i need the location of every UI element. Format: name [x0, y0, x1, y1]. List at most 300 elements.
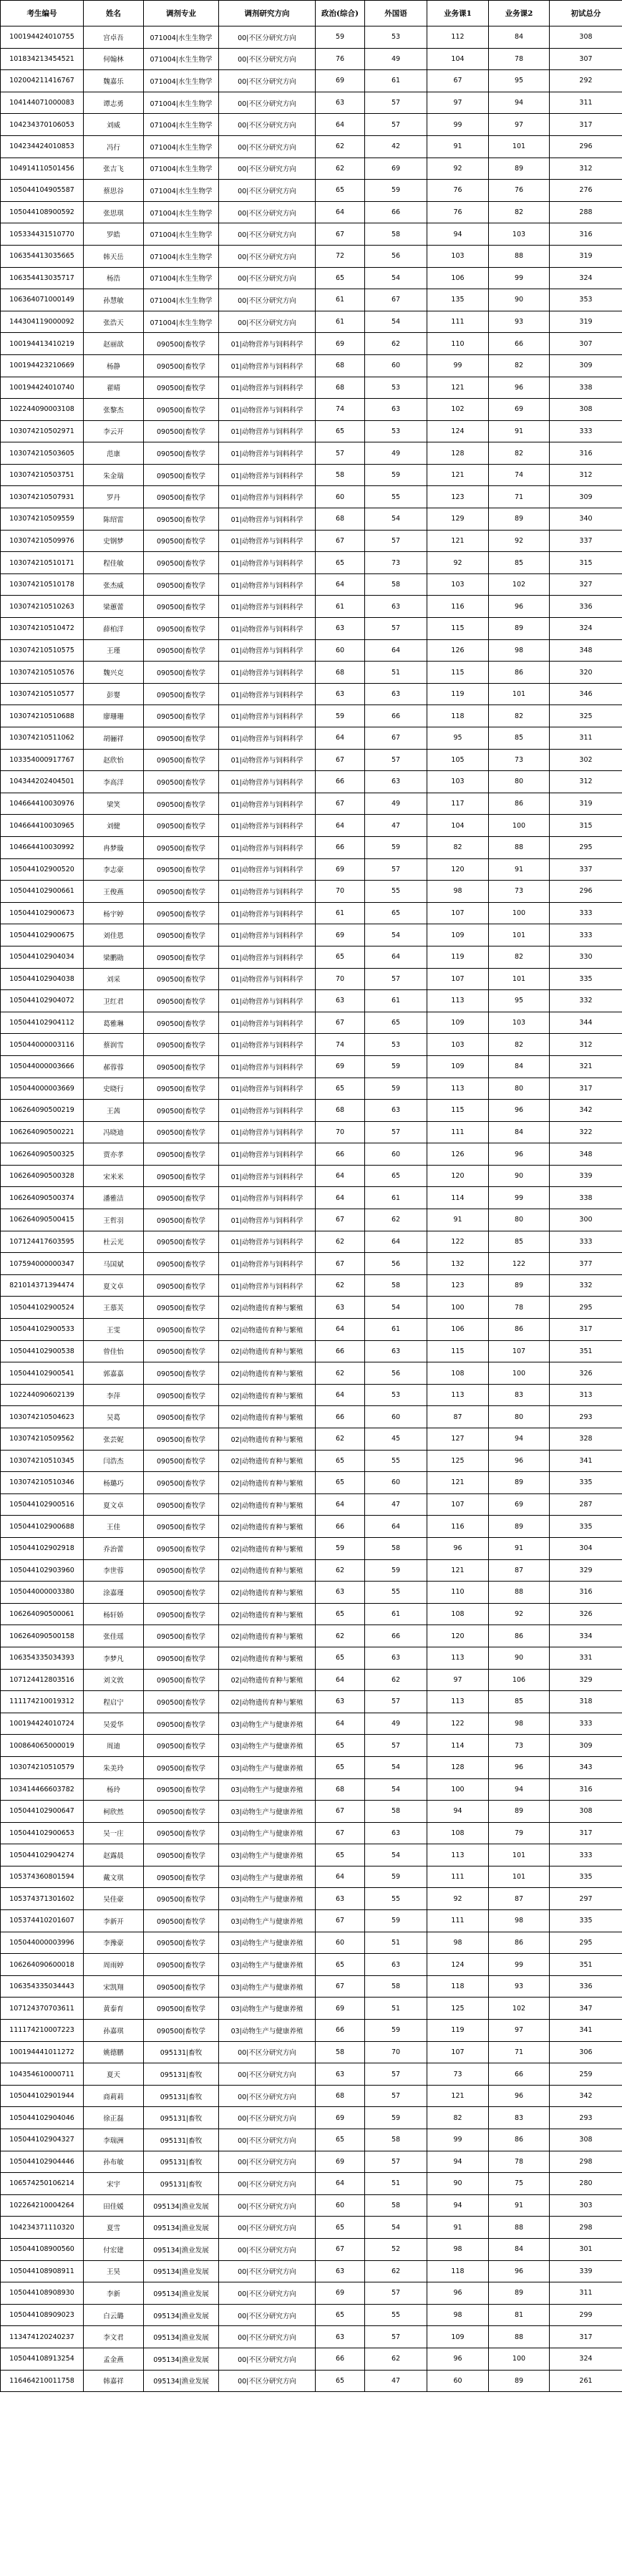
- cell-direction: 01|动物营养与饲料科学: [219, 881, 316, 903]
- cell-politics: 65: [316, 946, 365, 968]
- cell-major: 095134|渔业发展: [144, 2304, 219, 2326]
- cell-politics: 65: [316, 420, 365, 442]
- cell-course-2: 92: [489, 1603, 550, 1625]
- cell-course-1: 128: [427, 1756, 489, 1778]
- cell-exam-id: 105374410201607: [1, 1910, 84, 1932]
- cell-course-2: 86: [489, 1932, 550, 1954]
- cell-course-1: 96: [427, 2348, 489, 2370]
- cell-course-1: 119: [427, 946, 489, 968]
- cell-major: 090500|畜牧学: [144, 596, 219, 618]
- cell-direction: 01|动物营养与饲料科学: [219, 377, 316, 399]
- cell-direction: 00|不区分研究方向: [219, 2370, 316, 2392]
- table-row: [1, 1735, 622, 1757]
- cell-exam-id: 105044102900661: [1, 881, 84, 903]
- cell-course-1: 104: [427, 815, 489, 837]
- cell-politics: 69: [316, 70, 365, 92]
- cell-course-1: 115: [427, 1100, 489, 1122]
- cell-politics: 74: [316, 1034, 365, 1056]
- table-row: [1, 2107, 622, 2129]
- table-row: [1, 902, 622, 924]
- cell-politics: 61: [316, 311, 365, 333]
- table-row: [1, 2370, 622, 2392]
- cell-direction: 03|动物生产与健康养殖: [219, 1713, 316, 1735]
- cell-foreign-language: 53: [365, 1034, 427, 1056]
- cell-exam-id: 100194423210669: [1, 354, 84, 377]
- cell-direction: 01|动物营养与饲料科学: [219, 1078, 316, 1100]
- cell-foreign-language: 63: [365, 1647, 427, 1669]
- cell-politics: 76: [316, 48, 365, 70]
- table-row: [1, 573, 622, 596]
- cell-exam-id: 105044102900538: [1, 1340, 84, 1362]
- cell-name: 李志豪: [84, 858, 144, 881]
- cell-foreign-language: 51: [365, 662, 427, 684]
- cell-politics: 63: [316, 618, 365, 640]
- cell-total-score: 326: [550, 1603, 622, 1625]
- cell-exam-id: 103074210504623: [1, 1406, 84, 1428]
- cell-course-2: 82: [489, 201, 550, 223]
- cell-exam-id: 100194424010740: [1, 377, 84, 399]
- cell-exam-id: 103074210509559: [1, 508, 84, 531]
- cell-politics: 67: [316, 793, 365, 815]
- cell-course-2: 82: [489, 946, 550, 968]
- cell-exam-id: 105044102902918: [1, 1537, 84, 1559]
- cell-major: 090500|畜牧学: [144, 815, 219, 837]
- cell-exam-id: 105044108908930: [1, 2282, 84, 2305]
- cell-course-2: 66: [489, 333, 550, 355]
- cell-name: 史钢梦: [84, 530, 144, 552]
- cell-course-2: 73: [489, 749, 550, 771]
- table-row: [1, 705, 622, 727]
- cell-course-1: 121: [427, 377, 489, 399]
- cell-total-score: 308: [550, 26, 622, 49]
- table-row: [1, 442, 622, 465]
- table-row: [1, 1231, 622, 1253]
- cell-total-score: 312: [550, 158, 622, 180]
- cell-total-score: 308: [550, 2129, 622, 2151]
- cell-politics: 69: [316, 2151, 365, 2173]
- cell-name: 田佳媛: [84, 2194, 144, 2217]
- cell-course-1: 118: [427, 2260, 489, 2282]
- cell-name: 程佳敏: [84, 552, 144, 574]
- cell-major: 090500|畜牧学: [144, 1537, 219, 1559]
- cell-course-2: 82: [489, 442, 550, 465]
- cell-exam-id: 105044102904327: [1, 2129, 84, 2151]
- cell-total-score: 344: [550, 1012, 622, 1034]
- cell-politics: 60: [316, 639, 365, 662]
- table-row: [1, 1954, 622, 1976]
- cell-name: 商莉莉: [84, 2085, 144, 2107]
- cell-course-2: 100: [489, 1362, 550, 1385]
- cell-course-2: 85: [489, 1691, 550, 1713]
- cell-politics: 67: [316, 1975, 365, 1998]
- cell-politics: 64: [316, 201, 365, 223]
- cell-politics: 69: [316, 333, 365, 355]
- cell-course-2: 86: [489, 1625, 550, 1647]
- cell-exam-id: 103074210503751: [1, 464, 84, 486]
- cell-foreign-language: 59: [365, 2107, 427, 2129]
- cell-course-1: 94: [427, 2194, 489, 2217]
- table-row: [1, 2260, 622, 2282]
- cell-name: 谭志勇: [84, 92, 144, 114]
- table-row: [1, 92, 622, 114]
- cell-politics: 64: [316, 573, 365, 596]
- cell-direction: 01|动物营养与饲料科学: [219, 836, 316, 858]
- cell-major: 090500|畜牧学: [144, 1647, 219, 1669]
- cell-politics: 62: [316, 1362, 365, 1385]
- cell-course-2: 84: [489, 1121, 550, 1143]
- cell-foreign-language: 62: [365, 333, 427, 355]
- cell-direction: 00|不区分研究方向: [219, 2348, 316, 2370]
- cell-course-2: 88: [489, 2326, 550, 2348]
- cell-name: 徐正磊: [84, 2107, 144, 2129]
- cell-total-score: 330: [550, 946, 622, 968]
- cell-major: 090500|畜牧学: [144, 771, 219, 793]
- cell-foreign-language: 55: [365, 1450, 427, 1472]
- cell-total-score: 326: [550, 1362, 622, 1385]
- cell-course-1: 109: [427, 2326, 489, 2348]
- cell-foreign-language: 53: [365, 1384, 427, 1406]
- cell-name: 杨璐巧: [84, 1472, 144, 1494]
- cell-course-1: 103: [427, 245, 489, 267]
- table-row: [1, 354, 622, 377]
- table-row: [1, 1143, 622, 1166]
- cell-major: 095134|渔业发展: [144, 2348, 219, 2370]
- table-row: [1, 201, 622, 223]
- cell-total-score: 319: [550, 793, 622, 815]
- table-row: [1, 1362, 622, 1385]
- cell-foreign-language: 57: [365, 858, 427, 881]
- cell-total-score: 348: [550, 1143, 622, 1166]
- cell-exam-id: 104234371110320: [1, 2217, 84, 2239]
- cell-politics: 72: [316, 245, 365, 267]
- cell-exam-id: 105044000003666: [1, 1055, 84, 1078]
- cell-foreign-language: 45: [365, 1428, 427, 1451]
- cell-name: 罗丹: [84, 486, 144, 508]
- cell-foreign-language: 59: [365, 1559, 427, 1582]
- cell-total-score: 304: [550, 1537, 622, 1559]
- cell-politics: 62: [316, 1559, 365, 1582]
- cell-major: 090500|畜牧学: [144, 464, 219, 486]
- cell-exam-id: 107124370703611: [1, 1998, 84, 2020]
- cell-total-score: 338: [550, 377, 622, 399]
- cell-major: 090500|畜牧学: [144, 333, 219, 355]
- cell-course-1: 111: [427, 1910, 489, 1932]
- cell-politics: 66: [316, 1406, 365, 1428]
- cell-foreign-language: 51: [365, 2173, 427, 2195]
- cell-foreign-language: 53: [365, 420, 427, 442]
- cell-course-1: 91: [427, 2217, 489, 2239]
- cell-foreign-language: 61: [365, 990, 427, 1012]
- cell-name: 蔡思谷: [84, 180, 144, 202]
- cell-politics: 67: [316, 2238, 365, 2260]
- cell-name: 刘采: [84, 968, 144, 990]
- table-row: [1, 2063, 622, 2086]
- cell-name: 胡骊祥: [84, 727, 144, 750]
- cell-exam-id: 103074210510688: [1, 705, 84, 727]
- cell-total-score: 316: [550, 442, 622, 465]
- cell-politics: 65: [316, 1756, 365, 1778]
- cell-course-1: 108: [427, 1822, 489, 1844]
- cell-exam-id: 103074210502971: [1, 420, 84, 442]
- cell-course-1: 103: [427, 771, 489, 793]
- cell-course-2: 80: [489, 1209, 550, 1231]
- cell-name: 黄泰育: [84, 1998, 144, 2020]
- cell-politics: 60: [316, 1932, 365, 1954]
- cell-course-1: 95: [427, 727, 489, 750]
- cell-direction: 02|动物遗传育种与繁殖: [219, 1297, 316, 1319]
- cell-foreign-language: 47: [365, 1493, 427, 1516]
- cell-direction: 01|动物营养与饲料科学: [219, 399, 316, 421]
- table-row: [1, 1516, 622, 1538]
- cell-direction: 03|动物生产与健康养殖: [219, 1954, 316, 1976]
- table-row: [1, 990, 622, 1012]
- table-row: [1, 2173, 622, 2195]
- table-row: [1, 1384, 622, 1406]
- cell-direction: 01|动物营养与饲料科学: [219, 924, 316, 946]
- cell-name: 李梦凡: [84, 1647, 144, 1669]
- cell-exam-id: 107124417603595: [1, 1231, 84, 1253]
- cell-course-1: 118: [427, 1975, 489, 1998]
- cell-name: 李萍: [84, 1384, 144, 1406]
- cell-politics: 61: [316, 596, 365, 618]
- cell-direction: 00|不区分研究方向: [219, 158, 316, 180]
- cell-course-2: 83: [489, 1384, 550, 1406]
- table-row: [1, 464, 622, 486]
- cell-name: 张杰威: [84, 573, 144, 596]
- cell-course-2: 89: [489, 1472, 550, 1494]
- cell-foreign-language: 57: [365, 2085, 427, 2107]
- table-row: [1, 223, 622, 246]
- cell-politics: 67: [316, 530, 365, 552]
- cell-politics: 60: [316, 486, 365, 508]
- cell-course-1: 121: [427, 2085, 489, 2107]
- cell-foreign-language: 47: [365, 815, 427, 837]
- cell-foreign-language: 59: [365, 1910, 427, 1932]
- cell-foreign-language: 55: [365, 486, 427, 508]
- cell-course-2: 87: [489, 1888, 550, 1910]
- header-politics: 政治(综合): [316, 1, 365, 26]
- cell-direction: 03|动物生产与健康养殖: [219, 1998, 316, 2020]
- cell-foreign-language: 63: [365, 1822, 427, 1844]
- cell-major: 090500|畜牧学: [144, 1713, 219, 1735]
- cell-major: 090500|畜牧学: [144, 508, 219, 531]
- cell-course-1: 116: [427, 1516, 489, 1538]
- cell-major: 090500|畜牧学: [144, 1187, 219, 1209]
- cell-course-1: 119: [427, 683, 489, 705]
- cell-course-1: 118: [427, 705, 489, 727]
- cell-total-score: 332: [550, 1274, 622, 1297]
- cell-course-1: 96: [427, 2282, 489, 2305]
- cell-exam-id: 105044102904072: [1, 990, 84, 1012]
- table-body: [1, 26, 622, 2392]
- cell-major: 090500|畜牧学: [144, 1406, 219, 1428]
- cell-direction: 00|不区分研究方向: [219, 2129, 316, 2151]
- cell-total-score: 309: [550, 354, 622, 377]
- cell-name: 夏文卓: [84, 1493, 144, 1516]
- cell-direction: 01|动物营养与饲料科学: [219, 990, 316, 1012]
- cell-total-score: 335: [550, 1472, 622, 1494]
- cell-exam-id: 106264090500415: [1, 1209, 84, 1231]
- cell-major: 090500|畜牧学: [144, 881, 219, 903]
- cell-course-1: 98: [427, 2238, 489, 2260]
- table-row: [1, 311, 622, 333]
- cell-course-2: 103: [489, 1012, 550, 1034]
- cell-major: 071004|水生生物学: [144, 48, 219, 70]
- cell-exam-id: 106264090500325: [1, 1143, 84, 1166]
- cell-exam-id: 102244090003108: [1, 399, 84, 421]
- cell-exam-id: 100864065000019: [1, 1735, 84, 1757]
- cell-exam-id: 106264090500061: [1, 1603, 84, 1625]
- cell-direction: 01|动物营养与饲料科学: [219, 1143, 316, 1166]
- cell-exam-id: 106354413035665: [1, 245, 84, 267]
- cell-major: 090500|畜牧学: [144, 727, 219, 750]
- cell-major: 090500|畜牧学: [144, 1735, 219, 1757]
- cell-exam-id: 104664410030992: [1, 836, 84, 858]
- cell-total-score: 342: [550, 1100, 622, 1122]
- cell-politics: 65: [316, 1735, 365, 1757]
- cell-direction: 02|动物遗传育种与繁殖: [219, 1625, 316, 1647]
- cell-course-1: 117: [427, 793, 489, 815]
- cell-exam-id: 101834213454521: [1, 48, 84, 70]
- cell-foreign-language: 60: [365, 354, 427, 377]
- cell-politics: 67: [316, 1910, 365, 1932]
- cell-course-1: 104: [427, 48, 489, 70]
- cell-foreign-language: 62: [365, 2260, 427, 2282]
- cell-name: 王俊燕: [84, 881, 144, 903]
- cell-foreign-language: 61: [365, 1603, 427, 1625]
- cell-major: 090500|畜牧学: [144, 1231, 219, 1253]
- cell-total-score: 298: [550, 2217, 622, 2239]
- cell-course-2: 85: [489, 1231, 550, 1253]
- cell-course-2: 82: [489, 1034, 550, 1056]
- cell-course-2: 90: [489, 289, 550, 311]
- cell-direction: 02|动物遗传育种与繁殖: [219, 1669, 316, 1691]
- cell-major: 090500|畜牧学: [144, 1910, 219, 1932]
- cell-direction: 00|不区分研究方向: [219, 267, 316, 289]
- cell-total-score: 339: [550, 2260, 622, 2282]
- cell-course-2: 95: [489, 990, 550, 1012]
- cell-politics: 67: [316, 1822, 365, 1844]
- cell-direction: 02|动物遗传育种与繁殖: [219, 1450, 316, 1472]
- cell-politics: 65: [316, 1844, 365, 1866]
- table-row: [1, 1603, 622, 1625]
- table-row: [1, 1340, 622, 1362]
- table-row: [1, 2085, 622, 2107]
- cell-name: 薛柏洋: [84, 618, 144, 640]
- table-row: [1, 70, 622, 92]
- cell-exam-id: 103074210510472: [1, 618, 84, 640]
- cell-major: 090500|畜牧学: [144, 1844, 219, 1866]
- table-row: [1, 1801, 622, 1823]
- cell-foreign-language: 57: [365, 530, 427, 552]
- cell-course-1: 113: [427, 1844, 489, 1866]
- cell-politics: 70: [316, 1121, 365, 1143]
- table-row: [1, 399, 622, 421]
- cell-name: 孟金燕: [84, 2348, 144, 2370]
- cell-politics: 64: [316, 1384, 365, 1406]
- cell-exam-id: 103074210507931: [1, 486, 84, 508]
- cell-exam-id: 106264090600018: [1, 1954, 84, 1976]
- cell-name: 吴一庄: [84, 1822, 144, 1844]
- cell-total-score: 280: [550, 2173, 622, 2195]
- table-row: [1, 1209, 622, 1231]
- cell-name: 冯行: [84, 135, 144, 158]
- cell-course-1: 106: [427, 1319, 489, 1341]
- cell-foreign-language: 62: [365, 1209, 427, 1231]
- cell-name: 王慕芙: [84, 1297, 144, 1319]
- cell-direction: 02|动物遗传育种与繁殖: [219, 1603, 316, 1625]
- cell-foreign-language: 57: [365, 2326, 427, 2348]
- cell-name: 张浩天: [84, 311, 144, 333]
- cell-total-score: 297: [550, 1888, 622, 1910]
- cell-major: 090500|畜牧学: [144, 1143, 219, 1166]
- cell-major: 095134|渔业发展: [144, 2194, 219, 2217]
- cell-total-score: 324: [550, 618, 622, 640]
- cell-name: 陈绍雷: [84, 508, 144, 531]
- cell-total-score: 319: [550, 245, 622, 267]
- table-row: [1, 1822, 622, 1844]
- cell-course-2: 98: [489, 1910, 550, 1932]
- cell-total-score: 329: [550, 1559, 622, 1582]
- cell-total-score: 311: [550, 2282, 622, 2305]
- cell-direction: 03|动物生产与健康养殖: [219, 1756, 316, 1778]
- cell-name: 杨轩娇: [84, 1603, 144, 1625]
- cell-name: 赵欣怡: [84, 749, 144, 771]
- cell-foreign-language: 63: [365, 771, 427, 793]
- cell-direction: 00|不区分研究方向: [219, 2085, 316, 2107]
- cell-foreign-language: 66: [365, 705, 427, 727]
- cell-total-score: 293: [550, 2107, 622, 2129]
- cell-course-2: 91: [489, 1537, 550, 1559]
- cell-course-2: 80: [489, 1078, 550, 1100]
- cell-total-score: 311: [550, 727, 622, 750]
- cell-course-1: 60: [427, 2370, 489, 2392]
- cell-direction: 01|动物营养与饲料科学: [219, 1100, 316, 1122]
- table-row: [1, 1625, 622, 1647]
- cell-major: 090500|畜牧学: [144, 1625, 219, 1647]
- cell-course-1: 92: [427, 158, 489, 180]
- cell-direction: 00|不区分研究方向: [219, 2194, 316, 2217]
- cell-direction: 02|动物遗传育种与繁殖: [219, 1582, 316, 1604]
- cell-exam-id: 102004211416767: [1, 70, 84, 92]
- cell-politics: 57: [316, 442, 365, 465]
- cell-politics: 63: [316, 1297, 365, 1319]
- cell-name: 宫卓吾: [84, 26, 144, 49]
- cell-course-1: 105: [427, 749, 489, 771]
- cell-exam-id: 103074210510345: [1, 1450, 84, 1472]
- cell-name: 杜云光: [84, 1231, 144, 1253]
- cell-exam-id: 105044102904274: [1, 1844, 84, 1866]
- table-row: [1, 1756, 622, 1778]
- cell-foreign-language: 60: [365, 1143, 427, 1166]
- cell-course-2: 81: [489, 2304, 550, 2326]
- table-row: [1, 749, 622, 771]
- cell-course-2: 92: [489, 530, 550, 552]
- cell-exam-id: 103074210510178: [1, 573, 84, 596]
- cell-exam-id: 105044102903960: [1, 1559, 84, 1582]
- table-row: [1, 377, 622, 399]
- cell-course-2: 83: [489, 2107, 550, 2129]
- cell-exam-id: 105044102900520: [1, 858, 84, 881]
- table-row: [1, 639, 622, 662]
- cell-politics: 69: [316, 1998, 365, 2020]
- cell-major: 095134|渔业发展: [144, 2282, 219, 2305]
- table-row: [1, 1975, 622, 1998]
- cell-course-2: 91: [489, 420, 550, 442]
- cell-politics: 65: [316, 2370, 365, 2392]
- cell-major: 090500|畜牧学: [144, 420, 219, 442]
- cell-course-1: 97: [427, 92, 489, 114]
